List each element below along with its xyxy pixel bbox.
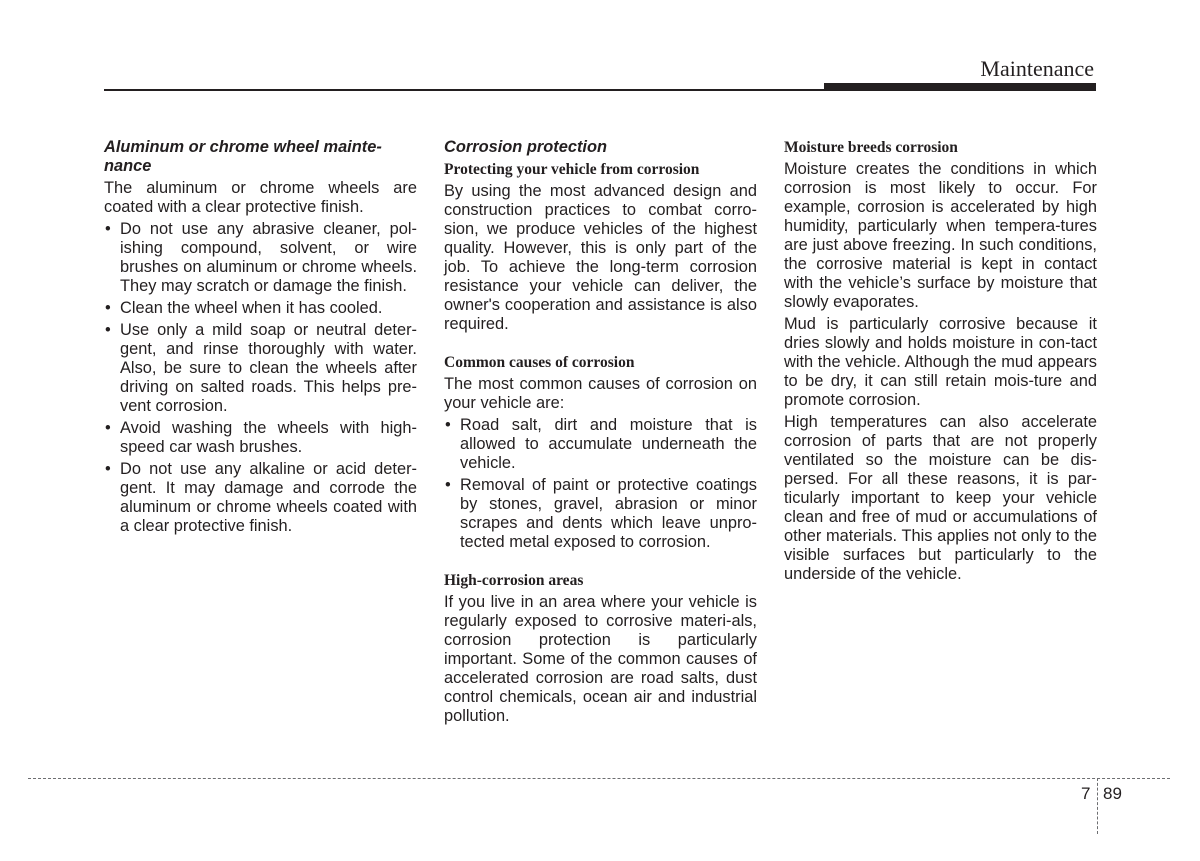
chapter-number: 7 <box>1081 784 1091 803</box>
column-corrosion-protection <box>444 138 757 729</box>
section-heading-wheel-maintenance: Aluminum or chrome wheel mainte-nance <box>104 138 382 175</box>
wheel-care-list <box>104 220 417 536</box>
header-rule-thick <box>824 83 1096 91</box>
bullet-icon: • <box>445 476 451 494</box>
bullet-icon: • <box>105 299 111 317</box>
bullet-icon: • <box>105 419 111 437</box>
bullet-icon: • <box>105 321 111 339</box>
list-item: • Do not use any alkaline or acid deter-gent. It may damage and corrode the aluminum or chrome wheels coated with a clear protective finish. <box>105 460 417 535</box>
bullet-icon: • <box>445 416 451 434</box>
list-item: • Use only a mild soap or neutral deter-gent, and rinse thoroughly with water. Also, be sure to clean the wheels after driving on salted roads. This helps pre-vent corrosion. <box>105 321 417 415</box>
paragraph-common-causes: The most common causes of corrosion on your vehicle are: <box>444 375 757 412</box>
list-item: • Do not use any abrasive cleaner, pol-ishing compound, solvent, or wire brushes on aluminum or chrome wheels. They may scratch or damage the finish. <box>105 220 417 295</box>
list-item: • Avoid washing the wheels with high-speed car wash brushes. <box>105 419 417 456</box>
list-item: • Clean the wheel when it has cooled. <box>105 299 383 317</box>
column-moisture-corrosion <box>784 138 1097 587</box>
footer-dashed-divider <box>1097 778 1098 834</box>
subheading-protecting-vehicle: Protecting your vehicle from corrosion <box>444 161 700 178</box>
paragraph-protecting-vehicle: By using the most advanced design and construction practices to combat corro-sion, we produce vehicles of the highest quality. However, this is only part of the job. To achieve the long-term corrosion resistance your vehicle can deliver, the owner's cooperation and assistance is also required. <box>444 182 757 333</box>
paragraph-mud: Mud is particularly corrosive because it dries slowly and holds moisture in con-tact with the vehicle. Although the mud appears to be dry, it can still retain mois-ture and promote corrosion. <box>784 315 1097 409</box>
list-item: • Road salt, dirt and moisture that is allowed to accumulate underneath the vehicle. <box>445 416 757 472</box>
paragraph-moisture: Moisture creates the conditions in which corrosion is most likely to occur. For example, corrosion is accelerated by high humidity, particularly when tempera-tures are just above freezing. In such conditions, the corrosive material is kept in contact with the vehicle’s surface by moisture that slowly evaporates. <box>784 160 1097 311</box>
column-wheel-maintenance <box>104 138 417 539</box>
paragraph-wheel-intro: The aluminum or chrome wheels are coated with a clear protective finish. <box>104 179 417 216</box>
subheading-moisture-breeds-corrosion: Moisture breeds corrosion <box>784 139 958 156</box>
subheading-high-corrosion-areas: High-corrosion areas <box>444 572 584 589</box>
corrosion-causes-list <box>444 416 757 552</box>
header-rule-thin <box>104 89 824 91</box>
section-heading-corrosion-protection: Corrosion protection <box>444 138 607 156</box>
bullet-icon: • <box>105 460 111 478</box>
list-item: • Removal of paint or protective coatings by stones, gravel, abrasion or minor scrapes and dents which leave unpro-tected metal exposed to corrosion. <box>445 476 757 551</box>
footer-dashed-rule <box>28 778 1170 779</box>
paragraph-high-corrosion-areas: If you live in an area where your vehicle is regularly exposed to corrosive materi-als, corrosion protection is particularly important. Some of the common causes of accelerated corrosion are road salts, dust control chemicals, ocean air and industrial pollution. <box>444 593 757 725</box>
subheading-common-causes: Common causes of corrosion <box>444 354 635 371</box>
paragraph-high-temperatures: High temperatures can also accelerate corrosion of parts that are not properly ventilated so the moisture can be dis-persed. For all these reasons, it is par-ticularly important to keep your vehicle clean and free of mud or accumulations of other materials. This applies not only to the visible surfaces but particularly to the underside of the vehicle. <box>784 413 1097 583</box>
page-number: 89 <box>1103 784 1122 803</box>
bullet-icon: • <box>105 220 111 238</box>
page-header-title: Maintenance <box>980 56 1094 81</box>
